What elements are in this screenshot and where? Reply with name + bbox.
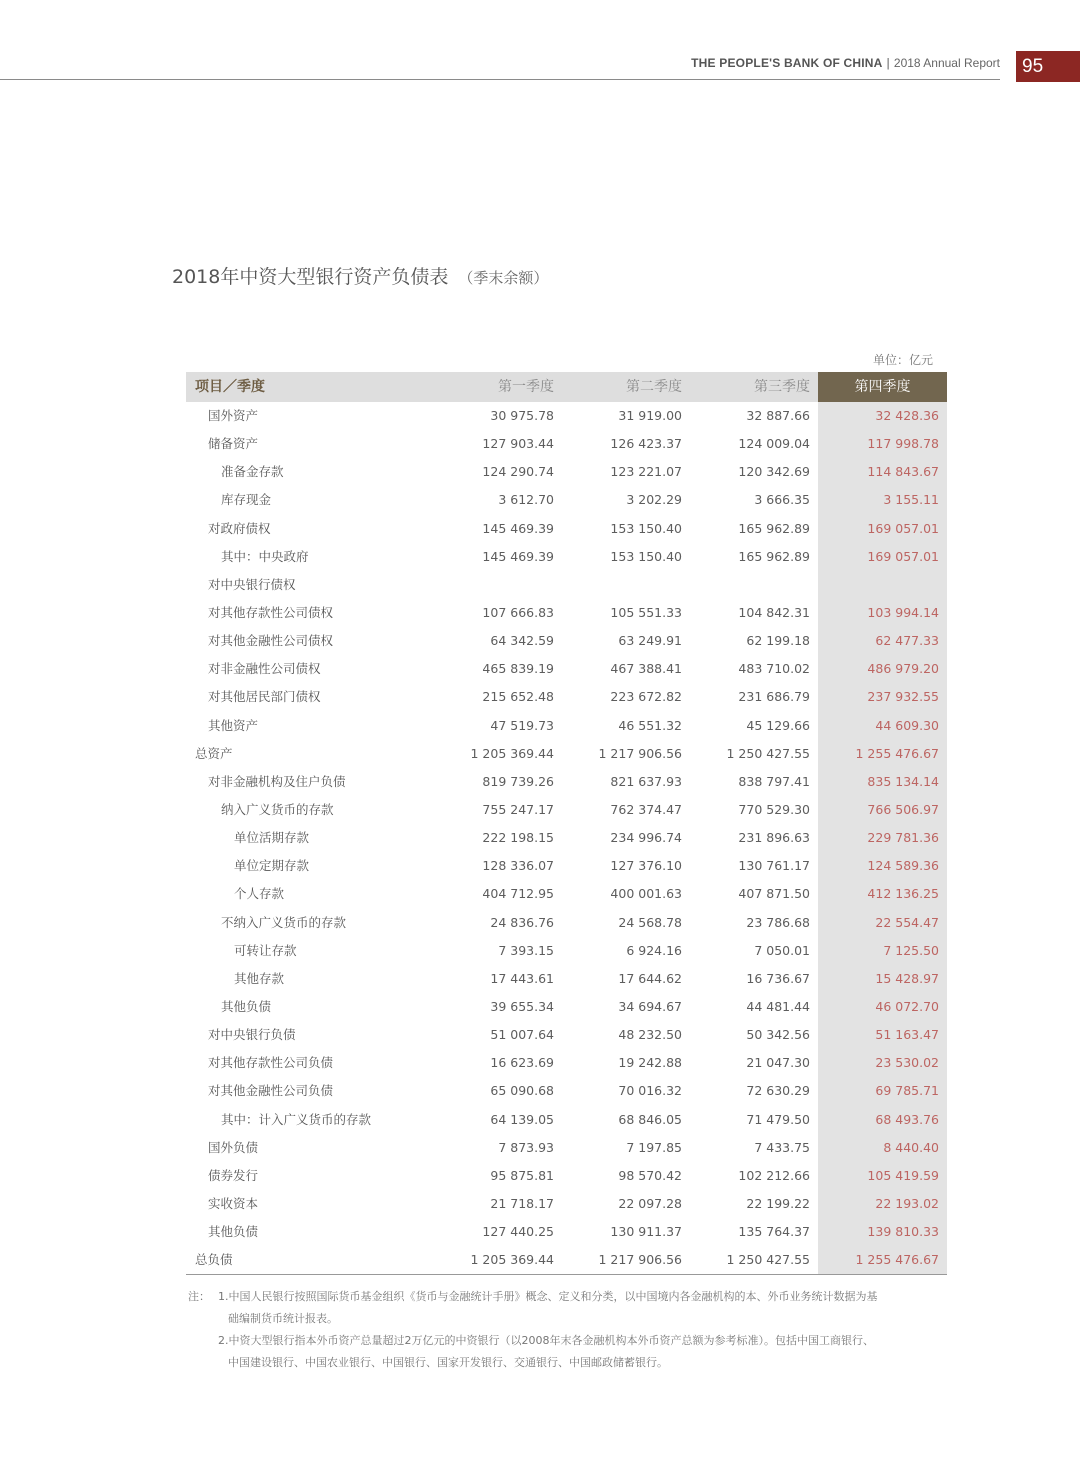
footnote-line: 1.中国人民银行按照国际货币基金组织《货币与金融统计手册》概念、定义和分类，以中国境内各金融机构的本、外币业务统计数据为基 [218, 1290, 878, 1303]
row-label: 其他存款 [234, 970, 285, 986]
cell-q4: 32 428.36 [875, 408, 939, 423]
table-row [186, 909, 947, 937]
row-label: 对非金融机构及住户负债 [208, 773, 346, 789]
cell-q3: 231 686.79 [738, 689, 810, 705]
row-label: 国外资产 [208, 408, 259, 423]
cell-q3: 130 761.17 [738, 858, 810, 874]
cell-q2: 105 551.33 [610, 604, 682, 620]
table-row [186, 1021, 947, 1049]
cell-q1: 16 623.69 [490, 1055, 554, 1071]
unit-label: 单位：亿元 [873, 353, 934, 367]
table-header [186, 372, 947, 402]
cell-q2: 17 644.62 [618, 970, 682, 986]
header-org-name: THE PEOPLE'S BANK OF CHINA [691, 56, 883, 70]
table-row [186, 880, 947, 908]
row-label: 对其他金融性公司债权 [208, 633, 334, 649]
row-label: 实收资本 [208, 1195, 259, 1211]
cell-q4: 114 843.67 [867, 464, 939, 480]
cell-q2: 22 097.28 [618, 1195, 682, 1211]
row-label: 单位活期存款 [234, 830, 310, 846]
row-label: 对其他存款性公司债权 [208, 604, 334, 620]
table-row [186, 852, 947, 880]
cell-q3: 165 962.89 [738, 548, 810, 564]
cell-q2: 153 150.40 [610, 520, 682, 536]
cell-q1: 819 739.26 [482, 773, 554, 789]
cell-q4: 117 998.78 [867, 436, 939, 452]
cell-q2: 400 001.63 [610, 886, 682, 902]
cell-q1: 7 393.15 [498, 942, 554, 958]
page-number: 95 [1016, 51, 1080, 82]
cell-q1: 127 903.44 [482, 436, 554, 452]
table-row [186, 1134, 947, 1162]
cell-q3: 407 871.50 [738, 886, 810, 902]
cell-q1: 127 440.25 [482, 1224, 554, 1240]
cell-q3: 16 736.67 [746, 970, 810, 986]
cell-q1: 755 247.17 [482, 801, 554, 817]
row-label: 储备资产 [208, 436, 259, 452]
row-label: 对政府债权 [208, 520, 271, 536]
cell-q4: 169 057.01 [867, 520, 939, 536]
cell-q4: 15 428.97 [875, 970, 939, 986]
cell-q2: 1 217 906.56 [598, 745, 682, 761]
cell-q3: 62 199.18 [746, 633, 810, 649]
row-label: 其他负债 [221, 998, 272, 1014]
footnotes [188, 1286, 958, 1374]
document-title [172, 262, 548, 289]
cell-q2: 1 217 906.56 [598, 1252, 682, 1268]
cell-q3: 1 250 427.55 [726, 1252, 810, 1268]
cell-q4: 51 163.47 [875, 1027, 939, 1043]
cell-q1: 64 342.59 [490, 633, 554, 649]
cell-q2: 19 242.88 [618, 1055, 682, 1071]
row-label: 准备金存款 [221, 464, 284, 480]
cell-q4: 23 530.02 [875, 1055, 939, 1071]
cell-q4: 46 072.70 [875, 998, 939, 1014]
cell-q3: 50 342.56 [746, 1027, 810, 1043]
cell-q4: 69 785.71 [875, 1083, 939, 1099]
cell-q3: 120 342.69 [738, 464, 810, 480]
row-label: 其中：中央政府 [221, 548, 309, 564]
row-label: 对其他居民部门债权 [208, 689, 321, 705]
footnote-line: 2.中资大型银行指本外币资产总量超过2万亿元的中资银行（以2008年末各金融机构本外币资产总额为参考标准）。包括中国工商银行、 [218, 1334, 874, 1347]
header-separator: | [886, 56, 890, 70]
cell-q2: 821 637.93 [610, 773, 682, 789]
table-row [186, 993, 947, 1021]
cell-q1: 124 290.74 [482, 464, 554, 480]
cell-q4: 237 932.55 [867, 689, 939, 705]
cell-q4: 44 609.30 [875, 717, 939, 733]
table-row [186, 768, 947, 796]
cell-q3: 838 797.41 [738, 773, 810, 789]
cell-q2: 48 232.50 [618, 1027, 682, 1043]
cell-q2: 467 388.41 [610, 661, 682, 677]
cell-q3: 44 481.44 [746, 998, 810, 1014]
cell-q2: 127 376.10 [610, 858, 682, 874]
document-title-main: 2018年中资大型银行资产负债表 [172, 266, 449, 288]
cell-q2: 46 551.32 [618, 717, 682, 733]
cell-q3: 770 529.30 [738, 801, 810, 817]
cell-q3: 135 764.37 [738, 1224, 810, 1240]
cell-q3: 21 047.30 [746, 1055, 810, 1071]
cell-q1: 222 198.15 [482, 830, 554, 846]
cell-q3: 102 212.66 [738, 1167, 810, 1183]
table-row [186, 1106, 947, 1134]
cell-q4: 7 125.50 [883, 942, 939, 958]
header-q3: 第三季度 [754, 379, 810, 395]
table-row [186, 1049, 947, 1077]
cell-q1: 47 519.73 [490, 717, 554, 733]
header-q2: 第二季度 [626, 379, 682, 395]
cell-q3: 3 666.35 [754, 492, 810, 508]
cell-q4: 22 193.02 [875, 1195, 939, 1211]
cell-q4: 8 440.40 [883, 1139, 939, 1155]
cell-q3: 165 962.89 [738, 520, 810, 536]
row-label: 单位定期存款 [234, 858, 310, 874]
cell-q3: 72 630.29 [746, 1083, 810, 1099]
cell-q3: 483 710.02 [738, 661, 810, 677]
cell-q1: 39 655.34 [490, 998, 554, 1014]
cell-q3: 23 786.68 [746, 914, 810, 930]
table-row [186, 712, 947, 740]
cell-q2: 7 197.85 [626, 1139, 682, 1155]
table-row [186, 571, 947, 599]
footnote-line: 中国建设银行、中国农业银行、中国银行、国家开发银行、交通银行、中国邮政储蓄银行。 [228, 1356, 668, 1369]
cell-q1: 24 836.76 [490, 914, 554, 930]
cell-q4: 103 994.14 [867, 604, 939, 620]
table-row [186, 965, 947, 993]
cell-q3: 124 009.04 [738, 436, 810, 452]
table-row [186, 683, 947, 711]
table-row [186, 740, 947, 768]
table-row [186, 430, 947, 458]
header-q1: 第一季度 [498, 379, 554, 395]
row-label: 对中央银行债权 [208, 576, 296, 592]
table-row [186, 937, 947, 965]
table-row [186, 796, 947, 824]
cell-q1: 107 666.83 [482, 604, 554, 620]
cell-q2: 31 919.00 [618, 408, 682, 423]
table-row [186, 543, 947, 571]
cell-q2: 762 374.47 [610, 801, 682, 817]
row-label: 对非金融性公司债权 [208, 661, 321, 677]
cell-q4: 766 506.97 [867, 801, 939, 817]
footnote-item [218, 1286, 958, 1330]
table-row [186, 655, 947, 683]
cell-q3: 231 896.63 [738, 830, 810, 846]
cell-q4: 3 155.11 [883, 492, 939, 508]
cell-q1: 465 839.19 [482, 661, 554, 677]
cell-q2: 70 016.32 [618, 1083, 682, 1099]
footnote-list [188, 1286, 958, 1374]
cell-q4: 169 057.01 [867, 548, 939, 564]
cell-q1: 64 139.05 [490, 1111, 554, 1127]
document-title-subtitle: （季末余额） [458, 269, 549, 287]
cell-q1: 95 875.81 [490, 1167, 554, 1183]
row-label: 对其他存款性公司负债 [208, 1055, 334, 1071]
cell-q1: 404 712.95 [482, 886, 554, 902]
row-label: 其他负债 [208, 1224, 259, 1240]
table-row [186, 1190, 947, 1218]
cell-q2: 63 249.91 [618, 633, 682, 649]
cell-q3: 7 433.75 [754, 1139, 810, 1155]
row-label: 对其他金融性公司负债 [208, 1083, 334, 1099]
table-row [186, 1077, 947, 1105]
cell-q1: 1 205 369.44 [470, 1252, 554, 1268]
row-label: 库存现金 [221, 492, 272, 508]
cell-q3: 45 129.66 [746, 717, 810, 733]
cell-q4: 105 419.59 [867, 1167, 939, 1183]
row-label: 国外负债 [208, 1139, 259, 1155]
header-q4: 第四季度 [818, 372, 947, 402]
cell-q2: 98 570.42 [618, 1167, 682, 1183]
cell-q2: 123 221.07 [610, 464, 682, 480]
cell-q1: 3 612.70 [498, 492, 554, 508]
cell-q1: 51 007.64 [490, 1027, 554, 1043]
table-row [186, 402, 947, 430]
table-bottom-rule [186, 1274, 947, 1275]
cell-q1: 145 469.39 [482, 520, 554, 536]
table-row [186, 1246, 947, 1274]
cell-q2: 234 996.74 [610, 830, 682, 846]
cell-q4: 1 255 476.67 [855, 745, 939, 761]
cell-q3: 71 479.50 [746, 1111, 810, 1127]
cell-q3: 104 842.31 [738, 604, 810, 620]
footnote-label: 注： [188, 1290, 210, 1303]
cell-q4: 412 136.25 [867, 886, 939, 902]
cell-q1: 145 469.39 [482, 548, 554, 564]
cell-q3: 7 050.01 [754, 942, 810, 958]
table-body [186, 402, 947, 1274]
cell-q2: 34 694.67 [618, 998, 682, 1014]
table-row [186, 599, 947, 627]
table-row [186, 486, 947, 514]
cell-q2: 126 423.37 [610, 436, 682, 452]
cell-q2: 130 911.37 [610, 1224, 682, 1240]
cell-q1: 65 090.68 [490, 1083, 554, 1099]
cell-q4: 835 134.14 [867, 773, 939, 789]
row-label: 其中：计入广义货币的存款 [221, 1111, 372, 1127]
row-label: 不纳入广义货币的存款 [221, 914, 347, 930]
cell-q3: 1 250 427.55 [726, 745, 810, 761]
cell-q2: 3 202.29 [626, 492, 682, 508]
cell-q2: 68 846.05 [618, 1111, 682, 1127]
row-label: 其他资产 [208, 717, 259, 733]
cell-q2: 223 672.82 [610, 689, 682, 705]
cell-q4: 124 589.36 [867, 858, 939, 874]
cell-q1: 215 652.48 [482, 689, 554, 705]
table-row [186, 515, 947, 543]
cell-q3: 22 199.22 [746, 1195, 810, 1211]
footnote-item [218, 1330, 958, 1374]
cell-q1: 21 718.17 [490, 1195, 554, 1211]
row-label: 个人存款 [234, 886, 285, 902]
row-label: 总负债 [195, 1252, 233, 1268]
row-label: 债券发行 [208, 1167, 259, 1183]
row-label: 对中央银行负债 [208, 1027, 296, 1043]
cell-q4: 486 979.20 [867, 661, 939, 677]
cell-q1: 30 975.78 [490, 408, 554, 423]
cell-q1: 7 873.93 [498, 1139, 554, 1155]
cell-q2: 153 150.40 [610, 548, 682, 564]
cell-q4: 139 810.33 [867, 1224, 939, 1240]
cell-q4: 229 781.36 [867, 830, 939, 846]
row-label: 纳入广义货币的存款 [221, 801, 334, 817]
cell-q4: 1 255 476.67 [855, 1252, 939, 1268]
cell-q4: 22 554.47 [875, 914, 939, 930]
row-label: 可转让存款 [234, 942, 297, 958]
table-row [186, 1218, 947, 1246]
cell-q4: 68 493.76 [875, 1111, 939, 1127]
footnote-line: 础编制货币统计报表。 [228, 1312, 338, 1325]
cell-q4: 62 477.33 [875, 633, 939, 649]
cell-q1: 1 205 369.44 [470, 745, 554, 761]
header-report-name: 2018 Annual Report [893, 56, 1000, 70]
header-rule [0, 79, 1000, 80]
row-label: 总资产 [195, 745, 233, 761]
table-row [186, 1162, 947, 1190]
cell-q1: 128 336.07 [482, 858, 554, 874]
table-row [186, 824, 947, 852]
table-row [186, 627, 947, 655]
cell-q2: 24 568.78 [618, 914, 682, 930]
table-row [186, 458, 947, 486]
cell-q3: 32 887.66 [746, 408, 810, 423]
running-header [691, 56, 1000, 70]
cell-q1: 17 443.61 [490, 970, 554, 986]
balance-sheet-table [186, 372, 947, 1274]
cell-q2: 6 924.16 [626, 942, 682, 958]
header-item-quarter: 项目／季度 [195, 379, 265, 395]
